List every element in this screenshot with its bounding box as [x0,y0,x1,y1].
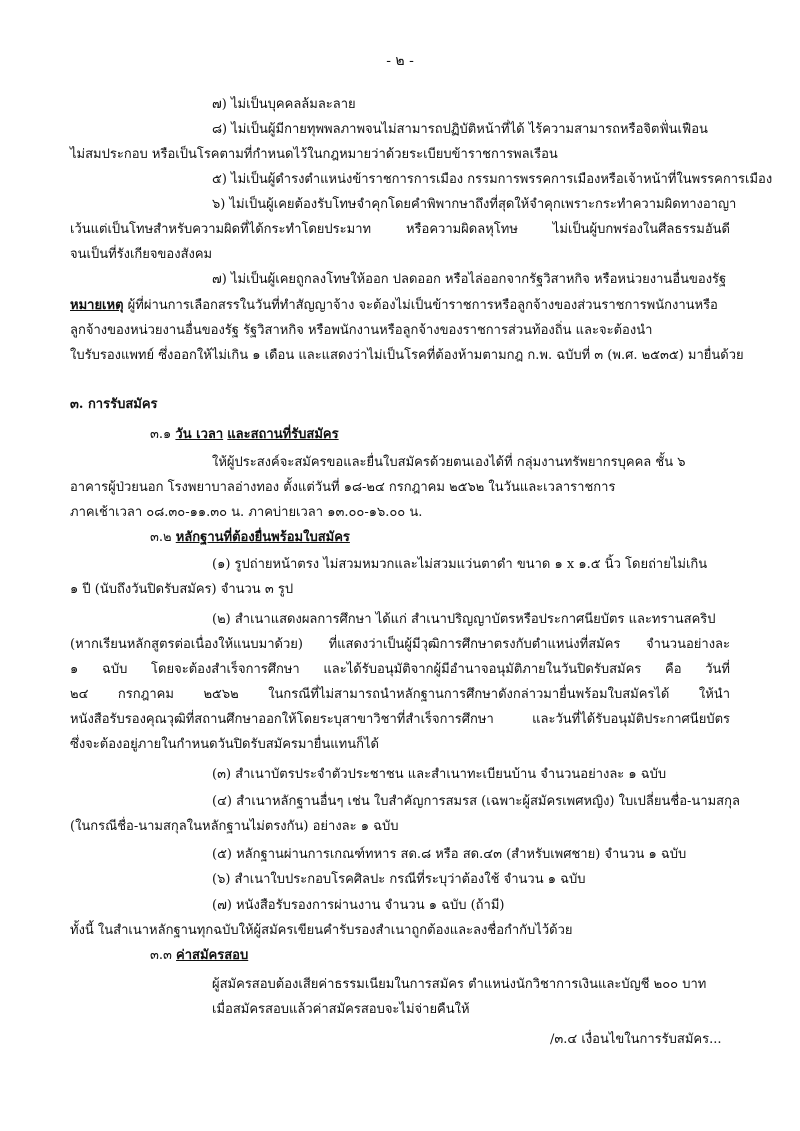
page-number: - ๒ - [386,53,414,69]
document-2-line4: ๒๔ กรกฎาคม ๒๕๖๒ ในกรณีที่ไม่สามารถนำหลักฐานการศึกษาดังกล่าวมายื่นพร้อมใบสมัครได้ ให้นำ [70,687,730,702]
document-1-line2: ๑ ปี (นับถึงวันปิดรับสมัคร) จำนวน ๓ รูป [70,582,294,597]
section-3-3-number: ๓.๓ [150,948,172,963]
document-7: (๗) หนังสือรับรองการผ่านงาน จำนวน ๑ ฉบับ (ถ้ามี) [212,898,505,913]
document-2-line1: (๒) สำเนาแสดงผลการศึกษา ได้แก่ สำเนาปริญญาบัตรหรือประกาศนียบัตร และทรานสคริป [212,612,716,627]
qualification-7b: ๗) ไม่เป็นผู้เคยถูกลงโทษให้ออก ปลดออก หรือไล่ออกจากรัฐวิสาหกิจ หรือหน่วยงานอื่นของรัฐ [212,272,727,287]
section-3-3-heading [150,946,248,965]
qualification-6-line2: เว้นแต่เป็นโทษสำหรับความผิดที่ได้กระทำโดยประมาท หรือความผิดลหุโทษ ไม่เป็นผู้บกพร่องในศีลธรรมอันดี [70,222,730,237]
document-4-line1: (๔) สำเนาหลักฐานอื่นๆ เช่น ใบสำคัญการสมรส (เฉพาะผู้สมัครเพศหญิง) ใบเปลี่ยนชื่อ-นามสกุล [212,794,740,809]
section-3-title: ๓. การรับสมัคร [70,397,158,412]
qualification-6-line1: ๖) ไม่เป็นผู้เคยต้องรับโทษจำคุกโดยคำพิพากษาถึงที่สุดให้จำคุกเพราะกระทำความผิดทางอาญา [212,197,737,212]
documents-note: ทั้งนี้ ในสำเนาหลักฐานทุกฉบับให้ผู้สมัครเขียนคำรับรองสำเนาถูกต้องและลงชื่อกำกับไว้ด้วย [70,923,573,938]
document-2-line3: ๑ ฉบับ โดยจะต้องสำเร็จการศึกษา และได้รับอนุมัติจากผู้มีอำนาจอนุมัติภายในวันปิดรับสมัคร คือ วันที่ [70,662,730,677]
document-2-line2: (หากเรียนหลักสูตรต่อเนื่องให้แนบมาด้วย) ที่แสดงว่าเป็นผู้มีวุฒิการศึกษาตรงกับตำแหน่งที่สมัคร จำนวนอย่างละ [70,637,730,652]
document-3: (๓) สำเนาบัตรประจำตัวประชาชน และสำเนาทะเบียนบ้าน จำนวนอย่างละ ๑ ฉบับ [212,767,667,782]
section-3-1-heading [150,425,339,444]
section-3-1-title: วัน เวลา [175,427,224,442]
qualification-6-line3: จนเป็นที่รังเกียจของสังคม [70,247,213,262]
document-2-line6: ซึ่งจะต้องอยู่ภายในกำหนดวันปิดรับสมัครมายื่นแทนก็ได้ [70,737,379,752]
qualification-8-line1: ๘) ไม่เป็นผู้มีกายทุพพลภาพจนไม่สามารถปฏิบัติหน้าที่ได้ ไร้ความสามารถหรือจิตฟั่นเฟือน [212,122,708,137]
fee-line1: ผู้สมัครสอบต้องเสียค่าธรรมเนียมในการสมัคร ตำแหน่งนักวิชาการเงินและบัญชี ๒๐๐ บาท [212,977,707,992]
document-1-line1: (๑) รูปถ่ายหน้าตรง ไม่สวมหมวกและไม่สวมแว่นตาดำ ขนาด ๑ x ๑.๕ นิ้ว โดยถ่ายไม่เกิน [212,557,708,572]
fee-line2: เมื่อสมัครสอบแล้วค่าสมัครสอบจะไม่จ่ายคืนให้ [212,1002,470,1017]
note-label: หมายเหตุ [70,298,124,313]
qualification-5: ๕) ไม่เป็นผู้ดำรงตำแหน่งข้าราชการการเมือง กรรมการพรรคการเมืองหรือเจ้าหน้าที่ในพรรคการเมือง [212,172,773,187]
note-line2: ลูกจ้างของหน่วยงานอื่นของรัฐ รัฐวิสาหกิจ หรือพนักงานหรือลูกจ้างของราชการส่วนท้องถิ่น และจะต้องนำ [70,323,653,338]
note-line1 [70,296,718,315]
section-3-1-number: ๓.๑ [150,427,172,442]
note-line3: ใบรับรองแพทย์ ซึ่งออกให้ไม่เกิน ๑ เดือน และแสดงว่าไม่เป็นโรคที่ต้องห้ามตามกฎ ก.พ. ฉบับที่ ๓ (พ.ศ. ๒๕๓๕) มายื่นด้วย [70,348,744,363]
section-3-2-title: หลักฐานที่ต้องยื่นพร้อมใบสมัคร [175,530,350,545]
section-3-1-line1: ให้ผู้ประสงค์จะสมัครขอและยื่นใบสมัครด้วยตนเองได้ที่ กลุ่มงานทรัพยากรบุคคล ชั้น ๖ [212,455,686,470]
qualification-7: ๗) ไม่เป็นบุคคลล้มละลาย [212,97,356,112]
document-6: (๖) สำเนาใบประกอบโรคศิลปะ กรณีที่ระบุว่าต้องใช้ จำนวน ๑ ฉบับ [212,872,586,887]
section-3-2-number: ๓.๒ [150,530,172,545]
document-2-line5: หนังสือรับรองคุณวุฒิที่สถานศึกษาออกให้โดยระบุสาขาวิชาที่สำเร็จการศึกษา และวันที่ได้รับอนุมัติประกาศนียบัตร [70,712,730,727]
section-3-2-heading [150,528,350,547]
section-3-1-line3: ภาคเช้าเวลา ๐๘.๓๐-๑๑.๓๐ น. ภาคบ่ายเวลา ๑๓.๐๐-๑๖.๐๐ น. [70,505,423,520]
qualification-8-line2: ไม่สมประกอบ หรือเป็นโรคตามที่กำหนดไว้ในกฎหมายว่าด้วยระเบียบข้าราชการพลเรือน [70,147,558,162]
section-3-3-title: ค่าสมัครสอบ [176,948,249,963]
document-4-line2: (ในกรณีชื่อ-นามสกุลในหลักฐานไม่ตรงกัน) อย่างละ ๑ ฉบับ [70,819,399,834]
note-text-1: ผู้ที่ผ่านการเลือกสรรในวันที่ทำสัญญาจ้าง จะต้องไม่เป็นข้าราชการหรือลูกจ้างของส่วนราชการพนักงานหรือ [127,298,718,313]
continuation-footer: /๓.๔ เงื่อนไขในการรับสมัคร... [550,1032,722,1047]
section-3-1-line2: อาคารผู้ป่วยนอก โรงพยาบาลอ่างทอง ตั้งแต่วันที่ ๑๘-๒๔ กรกฎาคม ๒๕๖๒ ในวันและเวลาราชการ [70,480,616,495]
document-5: (๕) หลักฐานผ่านการเกณฑ์ทหาร สด.๘ หรือ สด.๔๓ (สำหรับเพศชาย) จำนวน ๑ ฉบับ [212,847,687,862]
section-3-1-title-rest: และสถานที่รับสมัคร [227,427,339,442]
